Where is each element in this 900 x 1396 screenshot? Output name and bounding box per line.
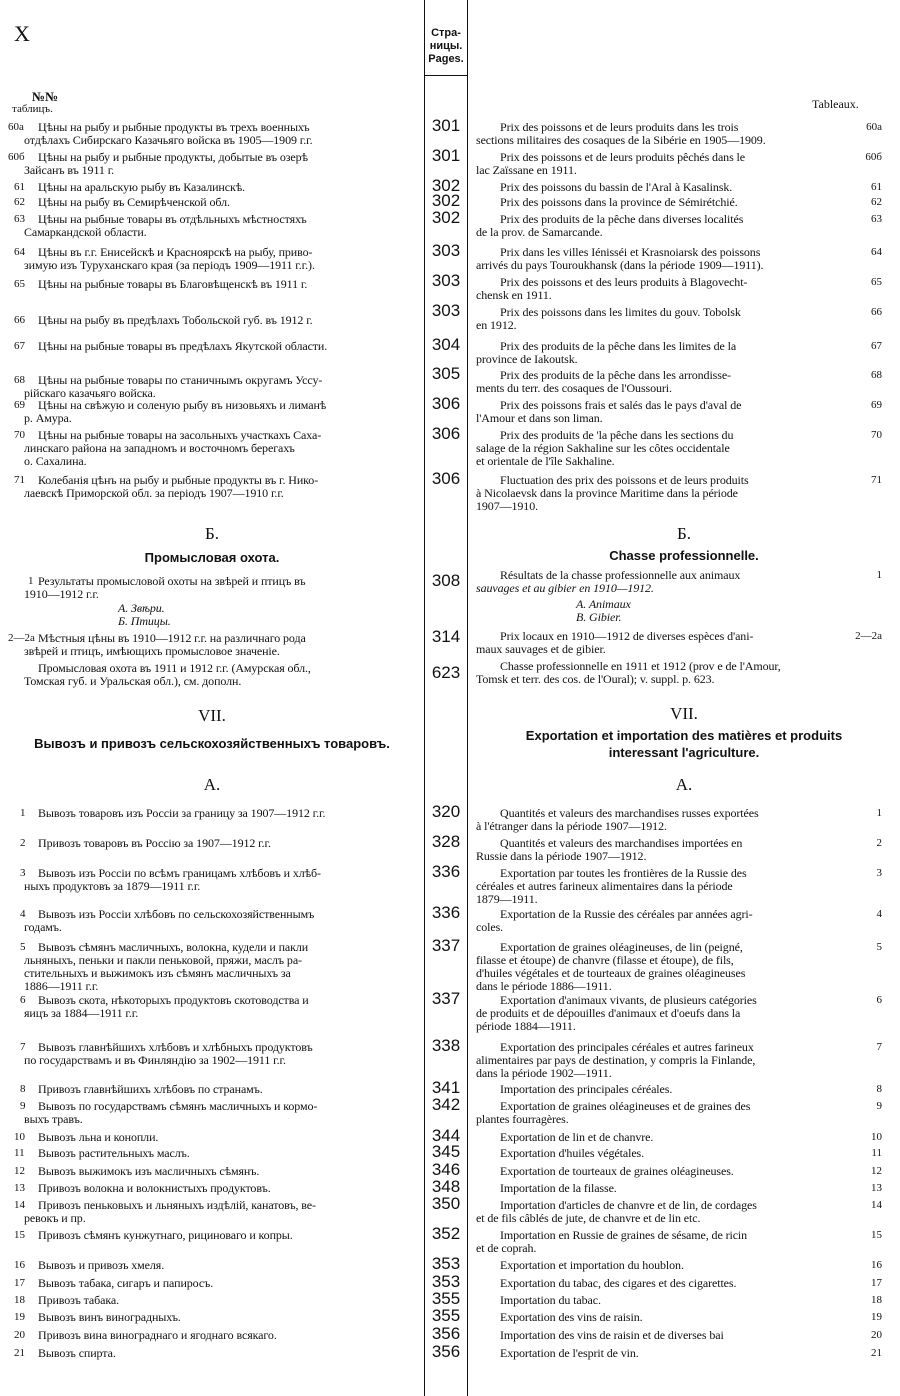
row-title-fr: de la prov. de Samarcande. — [476, 225, 603, 239]
row-title-ru: Цѣны на рыбные товары по станичнымъ округамъ Уссу- — [38, 373, 323, 387]
row-title-fr: Prix des produits de la pêche dans les arrondisse- — [500, 368, 731, 382]
row-title-ru: Цѣны на рыбные товары въ отдѣльныхъ мѣстностяхъ — [38, 212, 307, 226]
row-title-fr-italic: sauvages et au gibier en 1910—1912. — [476, 581, 654, 595]
row-title-fr: Exportation et importation du houblon. — [500, 1258, 684, 1272]
section-vii-roman-ru: VII. — [198, 706, 226, 725]
row-sub-fr — [576, 610, 621, 624]
row-number-right: 2—2a — [855, 630, 882, 642]
row-number-right: 19 — [871, 1311, 882, 1323]
row-title-ru: годамъ. — [24, 920, 62, 934]
page-ref[interactable]: 344 — [431, 1126, 461, 1145]
row-title-ru: Привозъ сѣмянъ кунжутнаго, рициноваго и копры. — [38, 1228, 293, 1242]
section-a-letter-ru: А. — [203, 775, 221, 794]
row-number: 11 — [14, 1147, 25, 1159]
row-title-fr: Exportation d'animaux vivants, de plusieurs catégories — [500, 993, 757, 1007]
row-title-fr: Résultats de la chasse professionnelle aux animaux — [500, 568, 741, 582]
row-title-fr: Prix des poissons du bassin de l'Aral à Kasalinsk. — [500, 180, 733, 194]
row-number: 13 — [14, 1182, 25, 1194]
row-number: 68 — [14, 374, 25, 386]
row-number: 5 — [20, 941, 26, 953]
page-ref[interactable]: 345 — [431, 1142, 461, 1161]
row-title-ru: Вывозъ изъ Россіи хлѣбовъ по сельскохозяйственнымъ — [38, 907, 315, 921]
page-ref[interactable]: 341 — [431, 1078, 461, 1097]
row-number: 67 — [14, 340, 25, 352]
page-ref[interactable]: 336 — [431, 903, 461, 922]
row-title-fr: Prix dans les villes Iénisséi et Krasnoiarsk des poissons — [500, 245, 761, 259]
page-ref[interactable]: 303 — [431, 241, 461, 260]
row-title-fr: Importation de la filasse. — [500, 1181, 617, 1195]
row-title-fr: maux sauvages et de gibier. — [476, 642, 606, 656]
row-number-right: 71 — [871, 474, 882, 486]
row-number: 15 — [14, 1229, 25, 1241]
row-number: 1 — [28, 575, 34, 587]
row-number: 60б — [8, 151, 25, 163]
row-number-right: 7 — [876, 1041, 882, 1053]
row-title-ru: Цѣны на рыбу въ Семирѣченской обл. — [38, 195, 230, 209]
row-title-ru: Вывозъ товаровъ изъ Россіи за границу за 1907—1912 г.г. — [38, 806, 326, 820]
row-number: 16 — [14, 1259, 25, 1271]
row-title-ru: Цѣны на рыбные товары на засольныхъ участкахъ Саха- — [38, 428, 322, 442]
row-number-right: 6 — [876, 994, 882, 1006]
row-title-ru: Вывозъ по государствамъ сѣмянъ масличныхъ и кормо- — [38, 1099, 318, 1113]
row-title-ru: стительныхъ и выжимокъ изъ сѣмянъ масличныхъ за — [24, 966, 291, 980]
row-number: 14 — [14, 1199, 25, 1211]
row-title-ru: Результаты промысловой охоты на звѣрей и птицъ въ — [38, 574, 306, 588]
page-ref[interactable]: 302 — [431, 191, 461, 210]
row-title-fr: 1907—1910. — [476, 499, 539, 513]
sub-item-birds: Б. Птицы. — [118, 614, 171, 628]
row-number: 61 — [14, 181, 25, 193]
row-title-fr: Exportation de tourteaux de graines oléagineuses. — [500, 1164, 734, 1178]
row-number-right: 16 — [871, 1259, 882, 1271]
row-number: 65 — [14, 278, 25, 290]
row-title-fr: Importation en Russie de graines de sésame, de ricin — [500, 1228, 748, 1242]
row-title-fr: arrivés du pays Touroukhansk (dans la période 1909—1911). — [476, 258, 764, 272]
right-table-label: Tableaux. — [812, 97, 859, 111]
row-title-fr: Exportation des vins de raisin. — [500, 1310, 643, 1324]
row-title-fr: Russie dans la période 1907—1912. — [476, 849, 647, 863]
row-title-ru: Колебанія цѣнъ на рыбу и рыбные продукты въ г. Нико- — [38, 473, 319, 487]
row-title-ru: Вывозъ сѣмянъ масличныхъ, волокна, кудели и пакли — [38, 940, 309, 954]
row-number-right: 12 — [871, 1165, 882, 1177]
row-title-fr: chensk en 1911. — [476, 288, 552, 302]
row-number-right: 17 — [871, 1277, 882, 1289]
row-number-right: 1 — [876, 569, 882, 581]
row-title-fr: Prix des poissons et de leurs produits dans les trois — [500, 120, 739, 134]
row-number-right: 65 — [871, 276, 882, 288]
row-title-ru: Цѣны на рыбу и рыбные продукты, добытые въ озерѣ — [38, 150, 308, 164]
page-ref[interactable]: 352 — [431, 1224, 461, 1243]
row-number-right: 1 — [876, 807, 882, 819]
page-ref[interactable]: 353 — [431, 1272, 461, 1291]
row-number: 2—2a — [8, 632, 35, 644]
row-number-right: 66 — [871, 306, 882, 318]
row-title-fr: Importation d'articles de chanvre et de lin, de cordages — [500, 1198, 757, 1212]
page-ref[interactable]: 328 — [431, 832, 461, 851]
page-ref[interactable]: 302 — [431, 208, 461, 227]
page-ref[interactable]: 355 — [431, 1289, 461, 1308]
section-b-title-fr: Chasse professionnelle. — [609, 548, 759, 563]
row-number-right: 63 — [871, 213, 882, 225]
page-ref[interactable]: 356 — [431, 1324, 461, 1343]
row-number-right: 20 — [871, 1329, 882, 1341]
section-b-letter-fr: Б. — [676, 524, 691, 543]
row-number-right: 13 — [871, 1182, 882, 1194]
section-b-letter-ru: Б. — [204, 524, 219, 543]
row-title-fr: céréales et autres farineux alimentaires dans la période — [476, 879, 733, 893]
row-title-fr: de produits et de dépouilles d'animaux et d'oeufs dans la — [476, 1006, 741, 1020]
row-title-ru: Вывозъ изъ Россіи по всѣмъ границамъ хлѣбовъ и хлѣб- — [38, 866, 321, 880]
row-number-right: 11 — [871, 1147, 882, 1159]
row-title-ru: Вывозъ льна и конопли. — [38, 1130, 159, 1144]
row-number: 17 — [14, 1277, 25, 1289]
row-title-fr: et orientale de l'île Sakhaline. — [476, 454, 615, 468]
row-title-ru: яицъ за 1884—1911 г.г. — [24, 1006, 139, 1020]
row-title-ru: Привозъ вина винограднаго и ягоднаго всякаго. — [38, 1328, 277, 1342]
row-title-ru: р. Амура. — [24, 411, 72, 425]
row-title-fr: Exportation de graines oléagineuses et de graines des — [500, 1099, 751, 1113]
row-title-fr: Importation des vins de raisin et de diverses baі — [500, 1328, 724, 1342]
row-title-ru: Вывозъ главнѣйшихъ хлѣбовъ и хлѣбныхъ продуктовъ — [38, 1040, 313, 1054]
row-title-ru: Цѣны въ г.г. Енисейскѣ и Красноярскѣ на рыбу, приво- — [38, 245, 313, 259]
row-title-ru: Вывозъ выжимокъ изъ масличныхъ сѣмянъ. — [38, 1164, 260, 1178]
row-number: 66 — [14, 314, 25, 326]
sub-item-gibier: B. Gibier. — [576, 610, 622, 624]
row-title-fr: Exportation par toutes les frontières de la Russie des — [500, 866, 747, 880]
page-ref[interactable]: 308 — [431, 571, 461, 590]
row-title-fr: Exportation de l'esprit de vin. — [500, 1346, 639, 1360]
row-number-right: 21 — [871, 1347, 882, 1359]
row-title-fr: à Nicolaevsk dans la province Maritime dans la période — [476, 486, 738, 500]
section-vii-roman-fr: VII. — [670, 704, 698, 723]
page-ref[interactable]: 302 — [431, 176, 461, 195]
row-title-fr: 1879—1911. — [476, 892, 538, 906]
row-title-ru: отдѣлахъ Сибирскаго Казачьяго войска въ 1905—1909 г.г. — [24, 133, 313, 147]
row-number: 19 — [14, 1311, 25, 1323]
row-title-ru: Цѣны на рыбу и рыбные продукты въ трехъ военныхъ — [38, 120, 310, 134]
page-ref[interactable]: 350 — [431, 1194, 461, 1213]
page-ref[interactable]: 337 — [431, 936, 461, 955]
row-number-right: 62 — [871, 196, 882, 208]
row-title-ru: Вывозъ скота, нѣкоторыхъ продуктовъ скотоводства и — [38, 993, 309, 1007]
pages-header-line: ницы. — [429, 40, 463, 52]
label-line: таблицъ. — [12, 103, 53, 115]
row-title-fr: Exportation des principales céréales et autres farineux — [500, 1040, 754, 1054]
row-number-right: 8 — [876, 1083, 882, 1095]
row-title-fr: dans la période 1902—1911. — [476, 1066, 612, 1080]
row-title-ru: Самаркандской области. — [24, 225, 147, 239]
left-table-label — [12, 91, 58, 115]
row-number: 3 — [20, 867, 26, 879]
page-ref[interactable]: 623 — [431, 663, 461, 682]
row-number-right: 69 — [871, 399, 882, 411]
row-title-ru: Вывозъ винъ виноградныхъ. — [38, 1310, 181, 1324]
row-number-right: 18 — [871, 1294, 882, 1306]
page-ref[interactable]: 346 — [431, 1160, 461, 1179]
row-number: 69 — [14, 399, 25, 411]
row-title-fr: Prix locaux en 1910—1912 de diverses espèces d'ani- — [500, 629, 754, 643]
header-rule — [424, 75, 468, 76]
page-ref[interactable]: 303 — [431, 271, 461, 290]
row-number: 20 — [14, 1329, 25, 1341]
row-title-ru: ныхъ продуктовъ за 1879—1911 г.г. — [24, 879, 201, 893]
pages-column-header — [425, 27, 467, 66]
row-number-right: 15 — [871, 1229, 882, 1241]
row-title-fr: Importation du tabac. — [500, 1293, 601, 1307]
row-title-fr: coles. — [476, 920, 504, 934]
page-ref[interactable]: 306 — [431, 394, 461, 413]
row-title-fr: Fluctuation des prix des poissons et de leurs produits — [500, 473, 749, 487]
row-number: 4 — [20, 908, 26, 920]
row-title-fr: Exportation d'huiles végétales. — [500, 1146, 645, 1160]
page-ref[interactable]: 305 — [431, 364, 461, 383]
row-title-fr: Tomsk et terr. des cos. de l'Oural); v. suppl. p. 623. — [476, 672, 715, 686]
row-title-ru: 1910—1912 г.г. — [24, 587, 99, 601]
row-number-right: 9 — [876, 1100, 882, 1112]
row-title-fr: et de fils câblés de jute, de chanvre et de lin etc. — [476, 1211, 701, 1225]
row-number-right: 60a — [866, 121, 882, 133]
row-title-fr: d'huiles végétales et de tourteaux de graines oléagineuses — [476, 966, 746, 980]
pages-header-line: Pages. — [428, 53, 464, 65]
row-title-ru: линскаго района на западномъ и восточномъ берегахъ — [24, 441, 295, 455]
row-title-ru: Привозъ товаровъ въ Россію за 1907—1912 г.г. — [38, 836, 271, 850]
row-number: 63 — [14, 213, 25, 225]
row-number-right: 3 — [876, 867, 882, 879]
row-title-ru: Промысловая охота въ 1911 и 1912 г.г. (Амурская обл., — [38, 661, 311, 675]
row-number-right: 14 — [871, 1199, 882, 1211]
row-title-ru: Вывозъ табака, сигаръ и папиросъ. — [38, 1276, 214, 1290]
section-vii-title-ru: Вывозъ и привозъ сельскохозяйственныхъ товаровъ. — [34, 736, 390, 751]
row-title-ru: звѣрей и птицъ, имѣющихъ промысловое значеніе. — [24, 644, 280, 658]
row-number-right: 64 — [871, 246, 882, 258]
row-title-ru: ревокъ и пр. — [24, 1211, 86, 1225]
row-title-fr: Prix des produits de la pêche dans diverses localités — [500, 212, 744, 226]
row-title-ru: Цѣны на рыбные товары въ Благовѣщенскѣ въ 1911 г. — [38, 277, 308, 291]
row-title-fr — [476, 581, 654, 595]
title-line: interessant l'agriculture. — [608, 745, 760, 760]
row-number: 8 — [20, 1083, 26, 1095]
page-ref[interactable]: 301 — [431, 116, 461, 135]
page-ref[interactable]: 304 — [431, 335, 461, 354]
row-title-fr: Chasse professionnelle en 1911 et 1912 (prov e de l'Amour, — [500, 659, 781, 673]
row-title-fr: Prix des poissons et de leurs produits pêchés dans le — [500, 150, 745, 164]
title-line: Exportation et importation des matières et produits — [525, 728, 843, 743]
row-number: 1 — [20, 807, 26, 819]
row-sub-ru — [118, 601, 165, 615]
row-number: 21 — [14, 1347, 25, 1359]
row-title-ru: льняныхъ, пеньки и пакли пеньковой, пряжи, маслъ ра- — [24, 953, 302, 967]
row-title-ru: Томская губ. и Уральская обл.), см. дополн. — [24, 674, 242, 688]
row-title-fr: Quantités et valeurs des marchandises importées en — [500, 836, 743, 850]
row-number-right: 67 — [871, 340, 882, 352]
page-ref[interactable]: 355 — [431, 1306, 461, 1325]
row-number-right: 2 — [876, 837, 882, 849]
row-number: 64 — [14, 246, 25, 258]
row-title-ru: Мѣстныя цѣны въ 1910—1912 г.г. на различнаго рода — [38, 631, 306, 645]
row-title-fr: sections militaires des cosaques de la Sibérie en 1905—1909. — [476, 133, 766, 147]
row-title-ru: зимую изъ Туруханскаго края (за періодъ 1909—1911 г.г.). — [24, 258, 315, 272]
row-number: 70 — [14, 429, 25, 441]
page-ref[interactable]: 314 — [431, 627, 461, 646]
row-number: 6 — [20, 994, 26, 1006]
row-number: 71 — [14, 474, 25, 486]
page-ref[interactable]: 306 — [431, 424, 461, 443]
page-ref[interactable]: 337 — [431, 989, 461, 1008]
row-title-fr: Prix des poissons dans les limites du gouv. Tobolsk — [500, 305, 741, 319]
row-title-ru: Привозъ пеньковыхъ и льняныхъ издѣлій, канатовъ, ве- — [38, 1198, 316, 1212]
row-title-ru: Привозъ главнѣйшихъ хлѣбовъ по странамъ. — [38, 1082, 263, 1096]
row-title-ru: Цѣны на аральскую рыбу въ Казалинскѣ. — [38, 180, 246, 194]
row-title-fr: Exportation du tabac, des cigares et des cigarettes. — [500, 1276, 737, 1290]
page-ref[interactable]: 356 — [431, 1342, 461, 1361]
page-ref[interactable]: 353 — [431, 1254, 461, 1273]
row-sub-fr — [576, 597, 631, 611]
section-vii-title-fr — [468, 727, 900, 761]
sub-item-beasts: А. Звѣри. — [118, 601, 165, 615]
row-title-fr: salage de la région Sakhaline sur les côtes occidentale — [476, 441, 730, 455]
row-number-right: 10 — [871, 1131, 882, 1143]
row-title-ru: Цѣны на свѣжую и соленую рыбу въ низовьяхъ и лиманѣ — [38, 398, 327, 412]
page-ref[interactable]: 336 — [431, 862, 461, 881]
row-number: 7 — [20, 1041, 26, 1053]
row-title-fr: Importation des principales céréales. — [500, 1082, 673, 1096]
row-title-fr: dans le période 1886—1911. — [476, 979, 612, 993]
page-ref[interactable]: 306 — [431, 469, 461, 488]
row-title-ru: о. Сахалина. — [24, 454, 87, 468]
row-number: 62 — [14, 196, 25, 208]
row-title-ru: Цѣны на рыбные товары въ предѣлахъ Якутской области. — [38, 339, 328, 353]
row-title-fr: Quantités et valeurs des marchandises russes exportées — [500, 806, 759, 820]
page-ref[interactable]: 303 — [431, 301, 461, 320]
page-ref[interactable]: 338 — [431, 1036, 461, 1055]
column-rule-right — [467, 0, 468, 1396]
row-title-fr: province de Iakoutsk. — [476, 352, 578, 366]
row-number: 10 — [14, 1131, 25, 1143]
row-number-right: 5 — [876, 941, 882, 953]
row-title-fr: Prix des produits de la pêche dans les limites de la — [500, 339, 737, 353]
row-title-fr: Prix des produits de 'la pêche dans les sections du — [500, 428, 734, 442]
label-line: №№ — [32, 89, 59, 104]
row-title-ru: Цѣны на рыбу въ предѣлахъ Тобольской губ. въ 1912 г. — [38, 313, 313, 327]
row-number: 2 — [20, 837, 26, 849]
row-title-ru: 1886—1911 г.г. — [24, 979, 99, 993]
section-a-letter-fr: А. — [675, 775, 693, 794]
row-title-fr: en 1912. — [476, 318, 517, 332]
row-number: 9 — [20, 1100, 26, 1112]
row-title-ru: Вывозъ растительныхъ маслъ. — [38, 1146, 190, 1160]
row-title-fr: Exportation de lin et de chanvre. — [500, 1130, 654, 1144]
row-title-fr: lac Zaïssane en 1911. — [476, 163, 577, 177]
row-number-right: 68 — [871, 369, 882, 381]
row-title-fr: et de coprah. — [476, 1241, 537, 1255]
row-number-right: 61 — [871, 181, 882, 193]
row-title-ru: Вывозъ спирта. — [38, 1346, 116, 1360]
row-title-fr: plantes fourragères. — [476, 1112, 569, 1126]
pages-header-line: Стра- — [431, 27, 461, 39]
row-title-ru: Вывозъ и привозъ хмеля. — [38, 1258, 165, 1272]
page-ref[interactable]: 320 — [431, 802, 461, 821]
row-title-ru: Привозъ волокна и волокнистыхъ продуктовъ. — [38, 1181, 271, 1195]
row-number: 60a — [8, 121, 24, 133]
row-title-fr: Exportation de la Russie des céréales par années agri- — [500, 907, 753, 921]
row-title-fr: l'Amour et dans son liman. — [476, 411, 603, 425]
row-sub-ru — [118, 614, 171, 628]
row-title-fr: période 1884—1911. — [476, 1019, 576, 1033]
row-title-ru: рійскаго казачьяго войска. — [24, 386, 156, 400]
page-ref[interactable]: 342 — [431, 1095, 461, 1114]
row-title-fr: ments du terr. des cosaques de l'Oussouri. — [476, 381, 672, 395]
row-title-ru: по государствамъ и въ Финляндію за 1902—1911 г.г. — [24, 1053, 286, 1067]
row-number: 12 — [14, 1165, 25, 1177]
section-b-title-ru: Промысловая охота. — [144, 550, 280, 565]
row-title-fr: Prix des poissons frais et salés das le pays d'aval de — [500, 398, 742, 412]
page-number: X — [14, 21, 30, 46]
row-number-right: 70 — [871, 429, 882, 441]
row-title-ru: Привозъ табака. — [38, 1293, 120, 1307]
page-ref[interactable]: 348 — [431, 1177, 461, 1196]
row-title-ru: Зайсанъ въ 1911 г. — [24, 163, 115, 177]
row-title-fr: filasse et étoupe) de chanvre (filasse et étoupe), de fils, — [476, 953, 734, 967]
row-title-ru: лаевскѣ Приморской обл. за періодъ 1907—1910 г.г. — [24, 486, 284, 500]
row-number-right: 4 — [876, 908, 882, 920]
page-ref[interactable]: 301 — [431, 146, 461, 165]
row-title-fr: Prix des poissons et des leurs produits à Blagovecht- — [500, 275, 748, 289]
row-number: 18 — [14, 1294, 25, 1306]
row-number-right: 60б — [865, 151, 882, 163]
row-title-fr: Prix des poissons dans la province de Sémirétchié. — [500, 195, 738, 209]
sub-item-animaux: A. Animaux — [576, 597, 631, 611]
row-title-ru: выхъ травъ. — [24, 1112, 83, 1126]
row-title-fr: Exportation de graines oléagineuses, de lin (peigné, — [500, 940, 743, 954]
row-title-fr: alimentaires par pays de destination, y compris la Finlande, — [476, 1053, 756, 1067]
row-title-fr: à l'étranger dans la période 1907—1912. — [476, 819, 667, 833]
